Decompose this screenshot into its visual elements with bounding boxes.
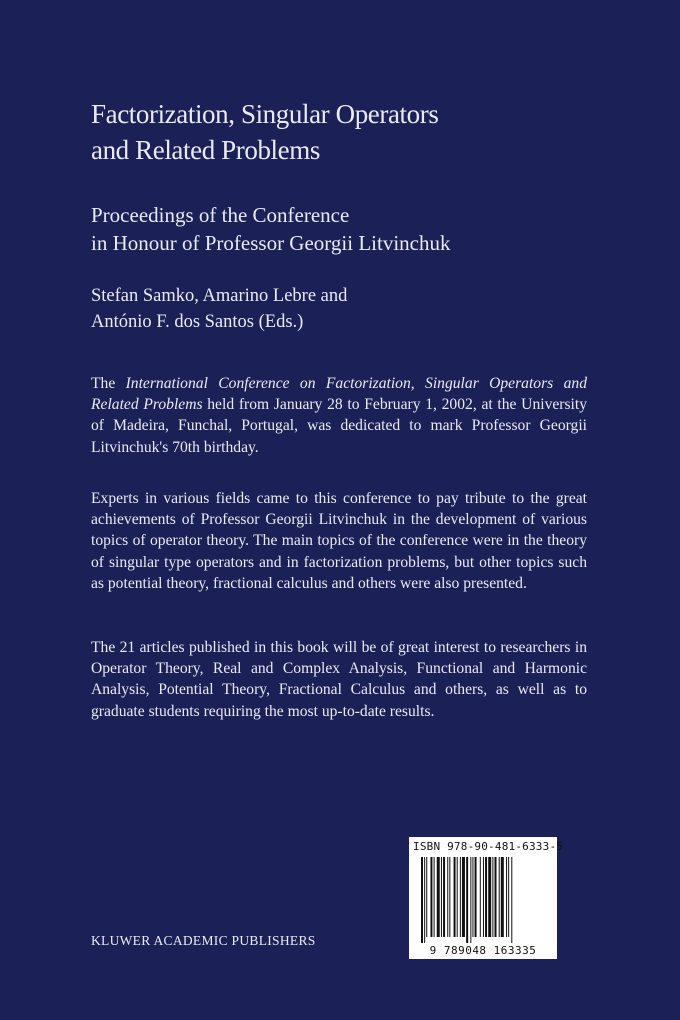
barcode-bar — [485, 857, 487, 937]
book-subtitle-line-2: in Honour of Professor Georgii Litvinchuk — [91, 231, 451, 255]
barcode-number: 9 789048 163335 — [429, 944, 537, 957]
barcode-bar — [434, 857, 435, 937]
p1-prefix: The — [91, 375, 126, 392]
barcode-bar — [488, 857, 491, 937]
publisher-name: KLUWER ACADEMIC PUBLISHERS — [91, 933, 316, 948]
isbn-barcode — [409, 837, 564, 959]
barcode-bar — [466, 857, 468, 943]
barcode-bar — [421, 857, 423, 943]
barcode-bar — [501, 857, 504, 937]
editors-line-1: Stefan Samko, Amarino Lebre and — [91, 286, 348, 306]
editors-line-2: António F. dos Santos (Eds.) — [91, 312, 304, 332]
description-paragraph-2: Experts in various fields came to this conference to pay tribute to the great achievements of Professor Georgii Litvinchuk in the development of various topics of operator theory. The main topics of the conference were in the theory of singular type operators and in factorization problems, but other topics such as potential theory, fractional calculus and others were also presented. — [91, 490, 587, 592]
barcode-bar — [447, 857, 448, 937]
conference-name: International Conference on Factorization, Singular Operators and Related Problems — [91, 375, 587, 414]
barcode-bar — [449, 857, 450, 937]
barcode-bar — [499, 857, 500, 937]
barcode-bar — [470, 857, 471, 943]
barcode-bar — [480, 857, 481, 937]
barcode-bar — [460, 857, 461, 937]
description-paragraph-1 — [91, 373, 587, 458]
barcode-bar — [472, 857, 473, 937]
barcode-bar — [483, 857, 484, 937]
barcode-bar — [426, 857, 427, 937]
book-title-line-1: Factorization, Singular Operators — [91, 99, 439, 129]
p1-suffix: held from January 28 to February 1, 2002, at the University of Madeira, Funchal, Portugal, was dedicated to mark Professor Georgii Litvinchuk's 70th birthday. — [91, 396, 588, 456]
barcode-bar — [424, 857, 425, 943]
barcode-bar — [475, 857, 477, 937]
barcode-bar — [495, 857, 497, 937]
barcode-bar — [437, 857, 440, 937]
barcode-bar — [457, 857, 458, 937]
barcode-bar — [443, 857, 445, 937]
book-subtitle — [91, 201, 591, 257]
barcode-bar — [511, 857, 512, 943]
barcode-bar — [430, 857, 432, 937]
barcode-bar — [492, 857, 493, 937]
description-paragraph-3: The 21 articles published in this book will be of great interest to researchers in Operator Theory, Real and Complex Analysis, Functional and Harmonic Analysis, Potential Theory, Fractional Calculus and others, as well as to graduate students requiring the most up-to-date results. — [91, 639, 587, 720]
barcode-bar — [462, 857, 465, 937]
barcode-bar — [506, 857, 507, 937]
barcode-bar — [441, 857, 442, 937]
barcode-bar — [454, 857, 456, 937]
barcode-bar — [508, 857, 509, 937]
book-subtitle-line-1: Proceedings of the Conference — [91, 203, 350, 227]
isbn-label: ISBN 978-90-481-6333-5 — [413, 840, 564, 853]
book-title — [91, 96, 511, 168]
barcode-bars — [421, 857, 545, 943]
editors — [91, 283, 591, 335]
book-title-line-2: and Related Problems — [91, 135, 320, 165]
